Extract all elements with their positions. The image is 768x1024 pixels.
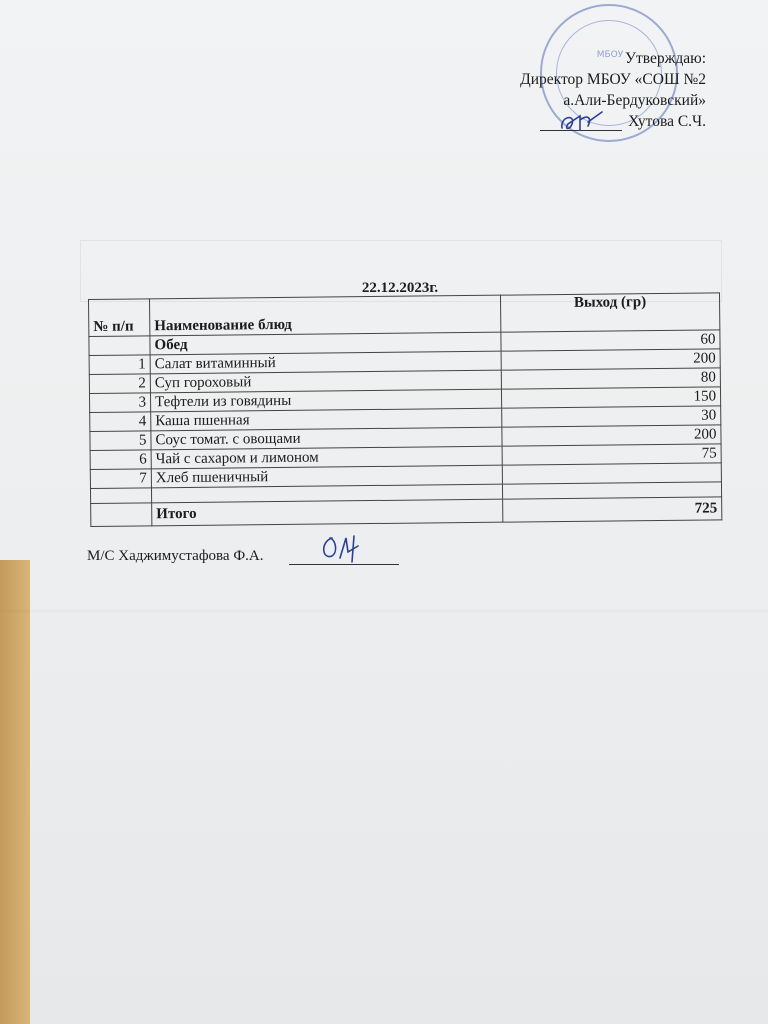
paper-fold (0, 610, 768, 614)
approval-line-3: а.Али-Бердуковский» (563, 92, 706, 109)
row-number: 6 (90, 450, 151, 470)
row-number: 7 (90, 469, 151, 489)
total-label: Итого (152, 499, 503, 526)
nurse-name: М/С Хаджимустафова Ф.А. (87, 548, 264, 564)
row-dish: Соус томат. с овощами (151, 427, 502, 450)
nurse-signature (318, 532, 364, 566)
row-number: 2 (89, 374, 150, 394)
row-output: 150 (501, 387, 720, 408)
row-dish: Тефтели из говядины (150, 389, 501, 412)
row-output: 30 (502, 406, 721, 427)
row-output (502, 463, 721, 484)
section-number-cell (89, 336, 150, 356)
row-dish: Чай с сахаром и лимоном (151, 446, 502, 469)
director-signature (558, 108, 618, 136)
row-output: 80 (501, 368, 720, 389)
row-number: 4 (90, 412, 151, 432)
row-number: 1 (89, 355, 150, 375)
row-dish: Суп гороховый (150, 370, 501, 393)
menu-table (88, 292, 722, 527)
approval-line-1: Утверждаю: (625, 50, 706, 67)
row-dish: Салат витаминный (150, 351, 501, 374)
row-dish: Каша пшенная (151, 408, 502, 431)
row-number: 3 (89, 393, 150, 413)
row-dish: Хлеб пшеничный (151, 465, 502, 488)
row-output: 200 (502, 425, 721, 446)
header-output: Выход (гр) (500, 293, 719, 332)
section-output: 60 (501, 330, 720, 351)
approval-line-2: Директор МБОУ «СОШ №2 (520, 71, 706, 88)
section-label: Обед (150, 332, 501, 355)
row-number: 5 (90, 431, 151, 451)
stamp-label: МБОУ (596, 50, 624, 60)
header-name: Наименование блюд (150, 295, 501, 336)
row-output: 75 (502, 444, 721, 465)
total-number-cell (91, 503, 152, 527)
desk-edge (0, 560, 30, 1024)
total-output: 725 (503, 497, 722, 522)
approval-signer: Хутова С.Ч. (628, 113, 706, 130)
header-number: № п/п (89, 299, 150, 337)
row-output: 200 (501, 349, 720, 370)
menu-date: 22.12.2023г. (361, 280, 439, 296)
empty-cell (90, 488, 151, 504)
